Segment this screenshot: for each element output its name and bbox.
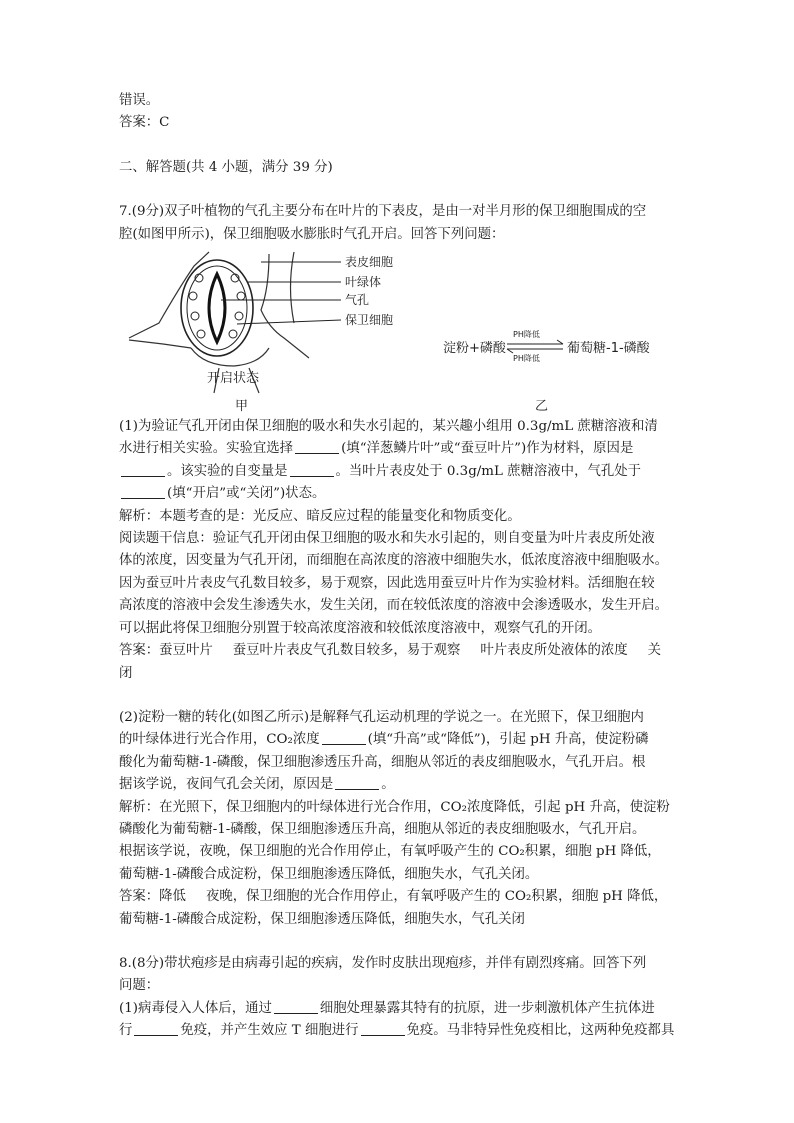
answer-line: 答案：C [119,115,170,131]
fill-blank [121,484,165,499]
analysis-line: 因为蚕豆叶片表皮气孔数目较多，易于观察，因此选用蚕豆叶片作为实验材料。活细胞在较 [119,575,655,591]
answer-line: 葡萄糖-1-磷酸合成淀粉，保卫细胞渗透压降低，细胞失水，气孔关闭 [119,911,525,927]
arrow-bottom-label: PH降低 [513,354,540,364]
answer-line: 答案：蚕豆叶片 蚕豆叶片表皮气孔数目较多，易于观察 叶片表皮所处液体的浓度 关 [119,643,662,659]
q7-intro-line: 7.(9分)双子叶植物的气孔主要分布在叶片的下表皮，是由一对半月形的保卫细胞围成的空 [119,204,647,220]
analysis-line: 体的浓度，因变量为气孔开闭，而细胞在高浓度的溶液中细胞失水，低浓度溶液中细胞吸水。 [119,553,669,569]
fill-blank [274,999,318,1014]
arrow-top-label: PH降低 [513,330,540,340]
caption-right: 乙 [535,399,549,413]
equation-left: 淀粉+磷酸 [443,341,506,357]
q8-line: 行 免疫，并产生效应 T 细胞进行 免疫。马非特异性免疫相比，这两种免疫都具 [119,1023,675,1039]
stomata-diagram [119,248,679,412]
q8-line: 8.(8分)带状疱疹是由病毒引起的疾病，发作时皮肤出现疱疹，并伴有剧烈疼痛。回答下列 [119,955,647,971]
document-page [119,90,679,1043]
analysis-line: 高浓度的溶液中会发生渗透失水，发生关闭，而在较低浓度的溶液中会渗透吸水，发生开启。 [119,598,669,614]
q7-intro-line: 腔(如图甲所示)，保卫细胞吸水膨胀时气孔开启。回答下列问题： [119,226,505,242]
analysis-line: 可以据此将保卫细胞分别置于较高浓度溶液和较低浓度溶液中，观察气孔的开闭。 [119,620,602,636]
figure-label: 表皮细胞 [345,255,394,270]
fill-blank [134,1021,178,1036]
q7-2-line: 据该学说，夜间气孔会关闭，原因是 。 [119,777,395,793]
fill-blank [335,775,379,790]
analysis-line: 解析：本题考查的是：光反应、暗反应过程的能量变化和物质变化。 [119,508,521,524]
answer-line: 闭 [119,665,133,681]
q7-2-line: (2)淀粉一糖的转化(如图乙所示)是解释气孔运动机理的学说之一。在光照下，保卫细胞内 [119,709,644,725]
state-caption: 开启状态 [207,371,260,387]
fill-blank [290,462,334,477]
figure-label: 保卫细胞 [345,313,394,328]
fill-blank [295,439,339,454]
answer-line: 答案：降低 夜晚，保卫细胞的光合作用停止，有氧呼吸产生的 CO₂积累，细胞 pH 降低， [119,889,668,905]
analysis-line: 根据该学说，夜晚，保卫细胞的光合作用停止，有氧呼吸产生的 CO₂积累，细胞 pH 降低， [119,844,661,860]
fill-blank [361,1021,405,1036]
q7-1-line: (1)为验证气孔开闭由保卫细胞的吸水和失水引起的，某兴趣小组用 0.3g/mL 蔗糖溶液和清 [119,419,658,435]
q8-line: (1)病毒侵入人体后，通过 细胞处理暴露其特有的抗原，进一步刺激机体产生抗体进 [119,1000,655,1016]
analysis-line: 阅读题干信息：验证气孔开闭由保卫细胞的吸水和失水引起的，则自变量为叶片表皮所处液 [119,531,655,547]
q7-1-line: 水进行相关实验。实验宜选择 (填“洋葱鳞片叶”或“蚕豆叶片”)作为材料，原因是 [119,441,634,457]
text-line: 错误。 [119,93,160,108]
fill-blank [322,730,366,745]
q7-2-line: 的叶绿体进行光合作用，CO₂浓度 (填“升高”或“降低”)，引起 pH 升高，使淀粉磷 [119,732,649,748]
caption-left: 甲 [235,399,249,413]
figure-label: 叶绿体 [345,275,382,290]
figure-stomata [119,248,679,412]
fill-blank [121,462,165,477]
equation-right: 葡萄糖-1-磷酸 [567,341,650,357]
analysis-line: 磷酸化为葡萄糖-1-磷酸，保卫细胞渗透压升高，细胞从邻近的表皮细胞吸水，气孔开启。 [119,821,646,837]
q7-2-line: 酸化为葡萄糖-1-磷酸，保卫细胞渗透压升高，细胞从邻近的表皮细胞吸水，气孔开启。根 [119,754,646,770]
q7-1-line: (填“开启”或“关闭”)状态。 [119,483,679,505]
figure-label: 气孔 [345,293,370,308]
q7-1-line: 。该实验的自变量是 。当叶片表皮处于 0.3g/mL 蔗糖溶液中，气孔处于 [119,461,679,483]
analysis-line: 葡萄糖-1-磷酸合成淀粉，保卫细胞渗透压降低，细胞失水，气孔关闭。 [119,866,539,882]
section-heading: 二、解答题(共 4 小题，满分 39 分) [119,159,333,175]
q8-line: 问题： [119,978,160,994]
analysis-line: 解析：在光照下，保卫细胞内的叶绿体进行光合作用，CO₂浓度降低，引起 pH 升高，使淀粉 [119,799,670,815]
